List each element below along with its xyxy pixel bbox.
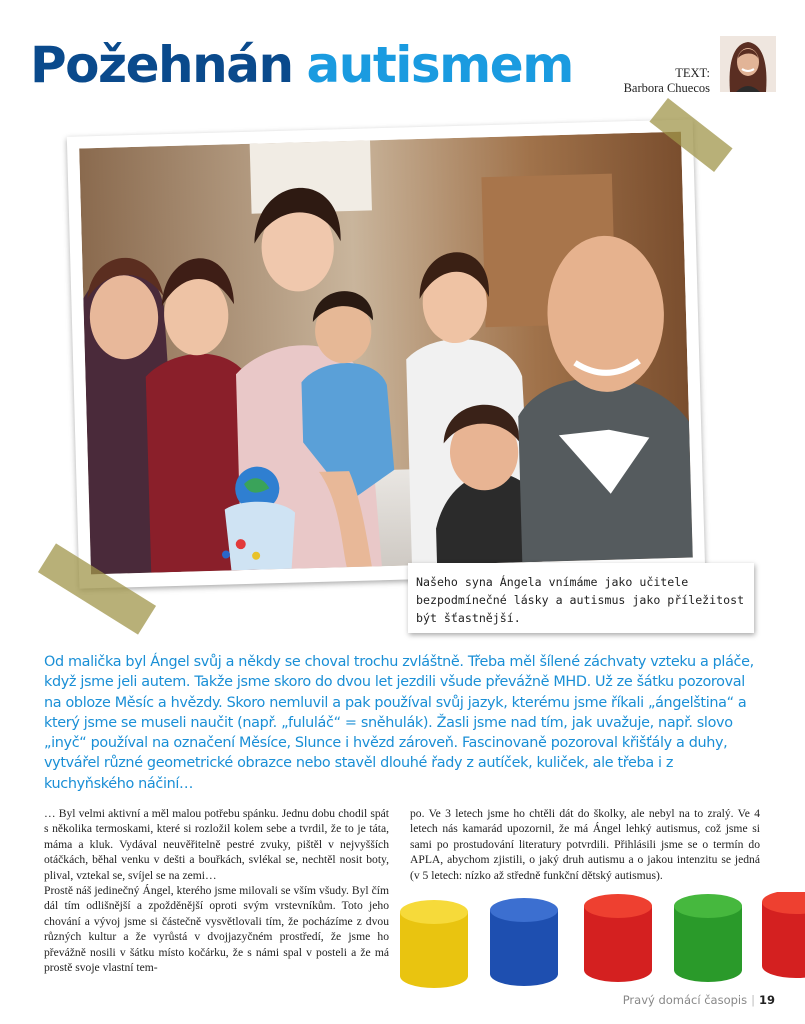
page-footer [623,993,775,1007]
article-title [30,36,573,94]
green-cylinder [674,894,742,982]
body-paragraph: po. Ve 3 letech jsme ho chtěli dát do školky, ale nebyl na to zralý. Ve 4 letech nás kamarád upozornil, že má Ángel lehký autismus, což jsme si sami po prostudování literatury potvrdili. Přihlásili jsme se o termín do APLA, abychom zjistili, o jaký druh autismu a o jakou intenzitu se jedná (v 5 letech: nízko až středně funkční dětský autismus). [410,807,760,882]
body-paragraph: Prostě náš jedinečný Ángel, kterého jsme milovali se vším všudy. Byl čím dál tím odlišnější a zpožděnější oproti svým vrstevníkům. Toto jeho chování a vývoj jsme si částečně vysvětlovali tím, že pocházíme z dvou různých kultur a že vyrůstá v dvojjazyčném prostředí, že jsme ho převážně nosili v šátku místo kočárku, že s námi spal v posteli a že má prostě svoje vlastní tem- [44,884,389,975]
credit-name: Barbora Chuecos [623,81,710,95]
magazine-name: Pravý domácí časopis [622,993,748,1007]
family-photo [67,119,705,588]
photo-caption: Našeho syna Ángela vnímáme jako učitele bezpodmínečné lásky a autismus jako příležitost být šťastnější. [408,563,754,633]
author-credit [624,66,710,96]
title-word-1: Požehnán [30,36,293,94]
body-column-2 [410,806,760,883]
credit-label: TEXT: [675,66,710,80]
blue-cylinder [490,898,558,986]
red-cylinder-partial [762,892,805,978]
yellow-cylinder [400,900,468,988]
body-paragraph: … Byl velmi aktivní a měl malou potřebu spánku. Jednu dobu chodil spát s několika termoskami, které si rozložil kolem sebe a tvrdil, že to je táta, máma a kluk. Vydával neuvěřitelně pestré zvuky, pištěl v nejvyšších otáčkách, běhal venku v dešti a bouřkách, svlékal se, nechtěl nosit boty, plival, vztekal se, svíjel se na zemi… [44,807,389,882]
author-portrait [720,36,776,92]
red-cylinder [584,894,652,982]
footer-separator: | [751,993,755,1007]
title-word-2: autismem [306,36,573,94]
page-number: 19 [758,993,775,1007]
lead-paragraph: Od malička byl Ángel svůj a někdy se choval trochu zvláštně. Třeba měl šílené záchvaty vzteku a pláče, když jsme jeli autem. Takže jsme skoro do dvou let jezdili všude převážně MHD. Už ze šátku pozoroval na obloze Měsíc a hvězdy. Skoro nemluvil a pak používal svůj jazyk, kterému jsme říkali „ángelština“ a který jsme se museli naučit (např. „fululáč“ = sněhulák). Žasli jsme nad tím, jak uvažuje, např. slovo „inyč“ používal na označení Měsíce, Slunce i hvězd zároveň. Fascinovaně pozoroval křišťály a duhy, vytvářel různé geometrické obrazce nebo stavěl dlouhé řady z autíček, kuliček, ale třeba i z kuchyňského náčiní… [44,654,754,792]
wooden-cylinders-image [398,892,805,992]
body-column-1 [44,806,389,975]
